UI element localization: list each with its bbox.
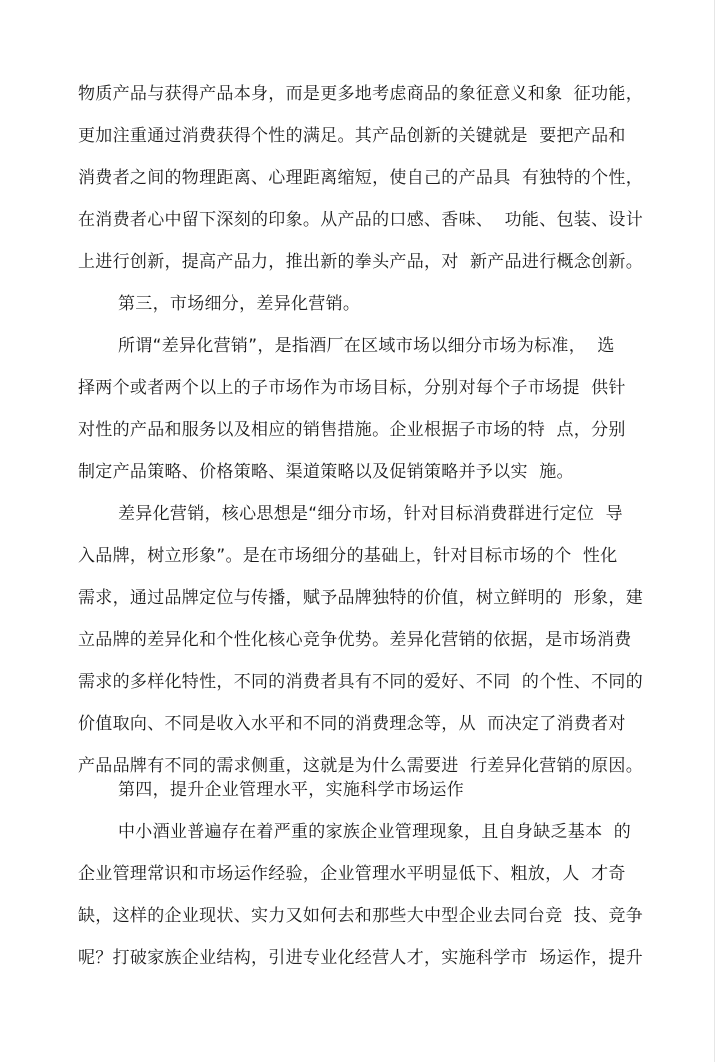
section-heading: 第三，市场细分，差异化营销。 (118, 294, 361, 314)
text-line: 立品牌的差异化和个性化核心竞争优势。差异化营销的依据，是市场消费 (78, 630, 632, 650)
text-line: 需求，通过品牌定位与传播，赋予品牌独特的价值，树立鲜明的 形象，建 (78, 588, 644, 608)
text-line: 在消费者心中留下深刻的印象。从产品的口感、香味、 功能、包装、设计 (78, 210, 644, 230)
page-edge-line (714, 0, 715, 1062)
text-line: 入品牌，树立形象”。是在市场细分的基础上，针对目标市场的个 性化 (78, 546, 618, 566)
text-line: 物质产品与获得产品本身，而是更多地考虑商品的象征意义和象 征功能， (78, 84, 644, 104)
text-line: 更加注重通过消费获得个性的满足。其产品创新的关键就是 要把产品和 (78, 126, 626, 146)
text-line: 价值取向、不同是收入水平和不同的消费理念等，从 而决定了消费者对 (78, 714, 626, 734)
text-line: 制定产品策略、价格策略、渠道策略以及促销策略并予以实 施。 (78, 462, 574, 482)
text-line: 消费者之间的物理距离、心理距离缩短，使自己的产品具 有独特的个性， (78, 168, 644, 188)
text-line: 上进行创新，提高产品力，推出新的拳头产品，对 新产品进行概念创新。 (78, 252, 644, 272)
text-line: 产品品牌有不同的需求侧重，这就是为什么需要进 行差异化营销的原因。 (78, 756, 644, 776)
text-line: 择两个或者两个以上的子市场作为市场目标，分别对每个子市场提 供针 (78, 378, 626, 398)
text-line: 所谓“差异化营销”，是指酒厂在区域市场以细分市场为标准， 选 (118, 336, 615, 356)
text-line: 中小酒业普遍存在着严重的家族企业管理现象，且自身缺乏基本 的 (118, 822, 632, 842)
section-heading: 第四，提升企业管理水平，实施科学市场运作 (118, 780, 464, 800)
text-line: 需求的多样化特性，不同的消费者具有不同的爱好、不同 的个性、不同的 (78, 672, 644, 692)
text-line: 对性的产品和服务以及相应的销售措施。企业根据子市场的特 点，分别 (78, 420, 626, 440)
text-line: 企业管理常识和市场运作经验，企业管理水平明显低下、粗放，人 才奇 (78, 864, 626, 884)
text-line: 差异化营销，核心思想是“细分市场，针对目标消费群进行定位 导 (118, 504, 623, 524)
text-line: 呢？打破家族企业结构，引进专业化经营人才，实施科学市 场运作，提升 (78, 948, 644, 968)
text-line: 缺，这样的企业现状、实力又如何去和那些大中型企业去同台竞 技、竞争 (78, 906, 644, 926)
